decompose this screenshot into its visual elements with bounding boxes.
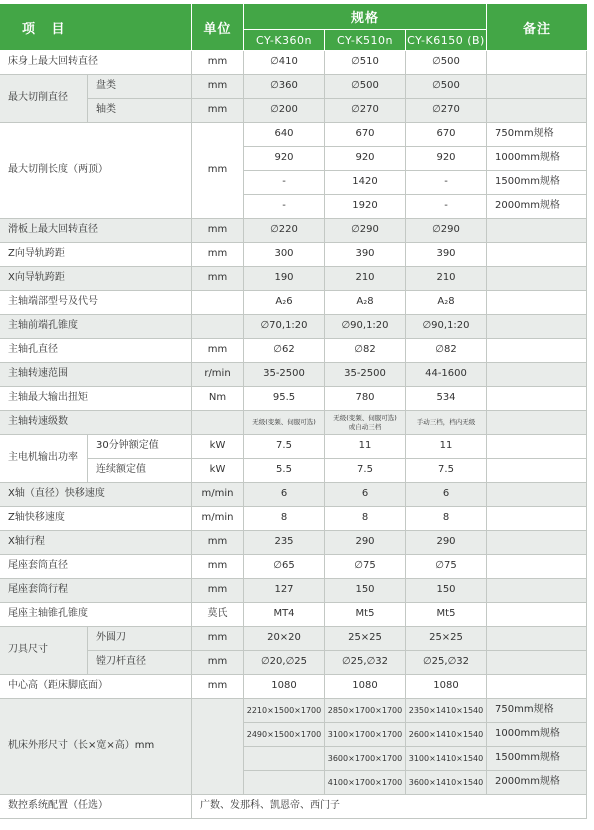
z_rapid-remark (487, 507, 587, 531)
motor-value-2-2: 7.5 (325, 459, 406, 483)
x_rail-value-2: 210 (325, 267, 406, 291)
swing_slide-unit: mm (192, 219, 244, 243)
torque-label: 主轴最大输出扭矩 (0, 387, 192, 411)
swing_bed-label: 床身上最大回转直径 (0, 51, 192, 75)
max_cut_dia-remark-2 (487, 99, 587, 123)
speed_range-value-1: 35-2500 (244, 363, 325, 387)
quill_travel-label: 尾座套筒行程 (0, 579, 192, 603)
max_cut_dia-value-2-2: ∅270 (325, 99, 406, 123)
z_rapid-value-1: 8 (244, 507, 325, 531)
swing_slide-value-2: ∅290 (325, 219, 406, 243)
motor-unit-1: kW (192, 435, 244, 459)
z_rail-value-2: 390 (325, 243, 406, 267)
dims-remark-2: 1000mm规格 (487, 723, 587, 747)
dims-value-2-3: 2600×1410×1540 (406, 723, 487, 747)
tool-unit-2: mm (192, 651, 244, 675)
x_rapid-value-3: 6 (406, 483, 487, 507)
quill_dia-value-1: ∅65 (244, 555, 325, 579)
x_travel-unit: mm (192, 531, 244, 555)
spindle_nose-label: 主轴端部型号及代号 (0, 291, 192, 315)
spindle_taper-label: 主轴前端孔锥度 (0, 315, 192, 339)
dims-value-4-3: 3600×1410×1540 (406, 771, 487, 795)
x_rail-value-1: 190 (244, 267, 325, 291)
max_cut_dia-value-2-3: ∅270 (406, 99, 487, 123)
motor-value-1-1: 7.5 (244, 435, 325, 459)
max_cut_len-remark-2: 1000mm规格 (487, 147, 587, 171)
quill_travel-unit: mm (192, 579, 244, 603)
center_h-value-2: 1080 (325, 675, 406, 699)
motor-value-2-1: 5.5 (244, 459, 325, 483)
z_rail-label: Z向导轨跨距 (0, 243, 192, 267)
dims-value-2-2: 3100×1700×1700 (325, 723, 406, 747)
x_rapid-remark (487, 483, 587, 507)
speed_steps-label: 主轴转速级数 (0, 411, 192, 435)
spindle_bore-unit: mm (192, 339, 244, 363)
max_cut_len-remark-3: 1500mm规格 (487, 171, 587, 195)
spindle_taper-value-3: ∅90,1:20 (406, 315, 487, 339)
max_cut_dia-sub-label-2: 轴类 (88, 99, 192, 123)
dims-value-1-3: 2350×1410×1540 (406, 699, 487, 723)
dims-label: 机床外形尺寸（长×宽×高）mm (0, 699, 192, 795)
dims-value-4-2: 4100×1700×1700 (325, 771, 406, 795)
torque-unit: Nm (192, 387, 244, 411)
swing_slide-value-1: ∅220 (244, 219, 325, 243)
tool-value-2-1: ∅20,∅25 (244, 651, 325, 675)
tool-sub-label-1: 外圆刀 (88, 627, 192, 651)
motor-sub-label-1: 30分钟额定值 (88, 435, 192, 459)
z_rapid-value-3: 8 (406, 507, 487, 531)
max_cut_dia-label: 最大切削直径 (0, 75, 88, 123)
header-model-1: CY-K360n (244, 30, 325, 51)
z_rail-value-3: 390 (406, 243, 487, 267)
tail_taper-remark (487, 603, 587, 627)
center_h-unit: mm (192, 675, 244, 699)
quill_travel-value-2: 150 (325, 579, 406, 603)
z_rapid-unit: m/min (192, 507, 244, 531)
quill_travel-value-3: 150 (406, 579, 487, 603)
dims-value-1-2: 2850×1700×1700 (325, 699, 406, 723)
x_travel-value-3: 290 (406, 531, 487, 555)
center_h-value-3: 1080 (406, 675, 487, 699)
max_cut_len-unit: mm (192, 123, 244, 219)
x_rapid-value-1: 6 (244, 483, 325, 507)
swing_bed-remark (487, 51, 587, 75)
tail_taper-value-3: Mt5 (406, 603, 487, 627)
speed_steps-remark (487, 411, 587, 435)
max_cut_dia-unit-2: mm (192, 99, 244, 123)
max_cut_len-value-1-2: 670 (325, 123, 406, 147)
cnc-label: 数控系统配置（任选） (0, 795, 192, 819)
tool-remark-2 (487, 651, 587, 675)
x_rail-value-3: 210 (406, 267, 487, 291)
quill_travel-remark (487, 579, 587, 603)
spindle_bore-remark (487, 339, 587, 363)
max_cut_dia-unit-1: mm (192, 75, 244, 99)
dims-remark-3: 1500mm规格 (487, 747, 587, 771)
speed_steps-unit (192, 411, 244, 435)
spindle_taper-value-1: ∅70,1:20 (244, 315, 325, 339)
motor-value-2-3: 7.5 (406, 459, 487, 483)
max_cut_len-value-4-3: - (406, 195, 487, 219)
motor-remark-1 (487, 435, 587, 459)
tool-remark-1 (487, 627, 587, 651)
header-spec: 规格 (244, 4, 487, 30)
header-unit: 单位 (192, 4, 244, 51)
swing_slide-label: 滑板上最大回转直径 (0, 219, 192, 243)
header-model-2: CY-K510n (325, 30, 406, 51)
spindle_bore-value-3: ∅82 (406, 339, 487, 363)
x_travel-value-2: 290 (325, 531, 406, 555)
spindle_nose-value-3: A₂8 (406, 291, 487, 315)
speed_range-remark (487, 363, 587, 387)
x_travel-remark (487, 531, 587, 555)
center_h-value-1: 1080 (244, 675, 325, 699)
tool-value-1-2: 25×25 (325, 627, 406, 651)
dims-value-3-3: 3100×1410×1540 (406, 747, 487, 771)
spindle_nose-remark (487, 291, 587, 315)
spindle_nose-value-2: A₂8 (325, 291, 406, 315)
x_rapid-value-2: 6 (325, 483, 406, 507)
max_cut_len-value-1-3: 670 (406, 123, 487, 147)
max_cut_dia-remark-1 (487, 75, 587, 99)
quill_dia-remark (487, 555, 587, 579)
motor-remark-2 (487, 459, 587, 483)
center_h-label: 中心高（距床脚底面） (0, 675, 192, 699)
speed_steps-value-2: 无级(变频、伺服可选) 或自动三档 (325, 411, 406, 435)
torque-value-3: 534 (406, 387, 487, 411)
swing_slide-value-3: ∅290 (406, 219, 487, 243)
max_cut_len-value-3-3: - (406, 171, 487, 195)
torque-value-2: 780 (325, 387, 406, 411)
tool-value-1-1: 20×20 (244, 627, 325, 651)
swing_bed-value-1: ∅410 (244, 51, 325, 75)
max_cut_len-label: 最大切削长度（两顶） (0, 123, 192, 219)
spindle_nose-value-1: A₂6 (244, 291, 325, 315)
spindle_taper-value-2: ∅90,1:20 (325, 315, 406, 339)
max_cut_len-value-2-1: 920 (244, 147, 325, 171)
max_cut_len-value-2-2: 920 (325, 147, 406, 171)
quill_dia-value-2: ∅75 (325, 555, 406, 579)
x_rapid-label: X轴（直径）快移速度 (0, 483, 192, 507)
header-model-3: CY-K6150 (B) (406, 30, 487, 51)
z_rapid-label: Z轴快移速度 (0, 507, 192, 531)
spindle_bore-label: 主轴孔直径 (0, 339, 192, 363)
tool-value-1-3: 25×25 (406, 627, 487, 651)
header-item: 项 目 (0, 4, 192, 51)
spindle_bore-value-2: ∅82 (325, 339, 406, 363)
dims-value-4-1 (244, 771, 325, 795)
center_h-remark (487, 675, 587, 699)
max_cut_len-remark-4: 2000mm规格 (487, 195, 587, 219)
x_rail-remark (487, 267, 587, 291)
torque-value-1: 95.5 (244, 387, 325, 411)
x_rail-unit: mm (192, 267, 244, 291)
z_rail-value-1: 300 (244, 243, 325, 267)
speed_steps-value-3: 手动三档，档内无级 (406, 411, 487, 435)
max_cut_dia-value-1-2: ∅500 (325, 75, 406, 99)
speed_range-unit: r/min (192, 363, 244, 387)
dims-remark-1: 750mm规格 (487, 699, 587, 723)
motor-unit-2: kW (192, 459, 244, 483)
torque-remark (487, 387, 587, 411)
max_cut_dia-value-1-3: ∅500 (406, 75, 487, 99)
x_rail-label: X向导轨跨距 (0, 267, 192, 291)
x_rapid-unit: m/min (192, 483, 244, 507)
tool-value-2-2: ∅25,∅32 (325, 651, 406, 675)
dims-remark-4: 2000mm规格 (487, 771, 587, 795)
quill_travel-value-1: 127 (244, 579, 325, 603)
tool-label: 刀具尺寸 (0, 627, 88, 675)
speed_steps-value-1: 无级(变频、伺服可选) (244, 411, 325, 435)
dims-value-3-2: 3600×1700×1700 (325, 747, 406, 771)
cnc-value: 广数、发那科、凯恩帝、西门子 (192, 795, 587, 819)
speed_range-value-3: 44-1600 (406, 363, 487, 387)
spindle_taper-remark (487, 315, 587, 339)
spindle_bore-value-1: ∅62 (244, 339, 325, 363)
spindle_taper-unit (192, 315, 244, 339)
max_cut_len-value-2-3: 920 (406, 147, 487, 171)
header-remark: 备注 (487, 4, 587, 51)
x_travel-value-1: 235 (244, 531, 325, 555)
tail_taper-value-2: Mt5 (325, 603, 406, 627)
swing_slide-remark (487, 219, 587, 243)
swing_bed-unit: mm (192, 51, 244, 75)
swing_bed-value-3: ∅500 (406, 51, 487, 75)
dims-value-3-1 (244, 747, 325, 771)
dims-unit (192, 699, 244, 795)
z_rail-unit: mm (192, 243, 244, 267)
max_cut_len-value-3-1: - (244, 171, 325, 195)
z_rapid-value-2: 8 (325, 507, 406, 531)
max_cut_len-value-1-1: 640 (244, 123, 325, 147)
max_cut_dia-sub-label-1: 盘类 (88, 75, 192, 99)
motor-label: 主电机输出功率 (0, 435, 88, 483)
tail_taper-label: 尾座主轴锥孔锥度 (0, 603, 192, 627)
swing_bed-value-2: ∅510 (325, 51, 406, 75)
max_cut_len-value-4-2: 1920 (325, 195, 406, 219)
speed_range-label: 主轴转速范围 (0, 363, 192, 387)
tail_taper-value-1: MT4 (244, 603, 325, 627)
max_cut_len-value-3-2: 1420 (325, 171, 406, 195)
spindle_nose-unit (192, 291, 244, 315)
max_cut_len-remark-1: 750mm规格 (487, 123, 587, 147)
dims-value-1-1: 2210×1500×1700 (244, 699, 325, 723)
x_travel-label: X轴行程 (0, 531, 192, 555)
tool-sub-label-2: 镗刀杆直径 (88, 651, 192, 675)
quill_dia-label: 尾座套筒直径 (0, 555, 192, 579)
tool-value-2-3: ∅25,∅32 (406, 651, 487, 675)
motor-value-1-3: 11 (406, 435, 487, 459)
max_cut_dia-value-2-1: ∅200 (244, 99, 325, 123)
tool-unit-1: mm (192, 627, 244, 651)
motor-value-1-2: 11 (325, 435, 406, 459)
quill_dia-value-3: ∅75 (406, 555, 487, 579)
z_rail-remark (487, 243, 587, 267)
tail_taper-unit: 莫氏 (192, 603, 244, 627)
max_cut_len-value-4-1: - (244, 195, 325, 219)
max_cut_dia-value-1-1: ∅360 (244, 75, 325, 99)
quill_dia-unit: mm (192, 555, 244, 579)
motor-sub-label-2: 连续额定值 (88, 459, 192, 483)
speed_range-value-2: 35-2500 (325, 363, 406, 387)
dims-value-2-1: 2490×1500×1700 (244, 723, 325, 747)
